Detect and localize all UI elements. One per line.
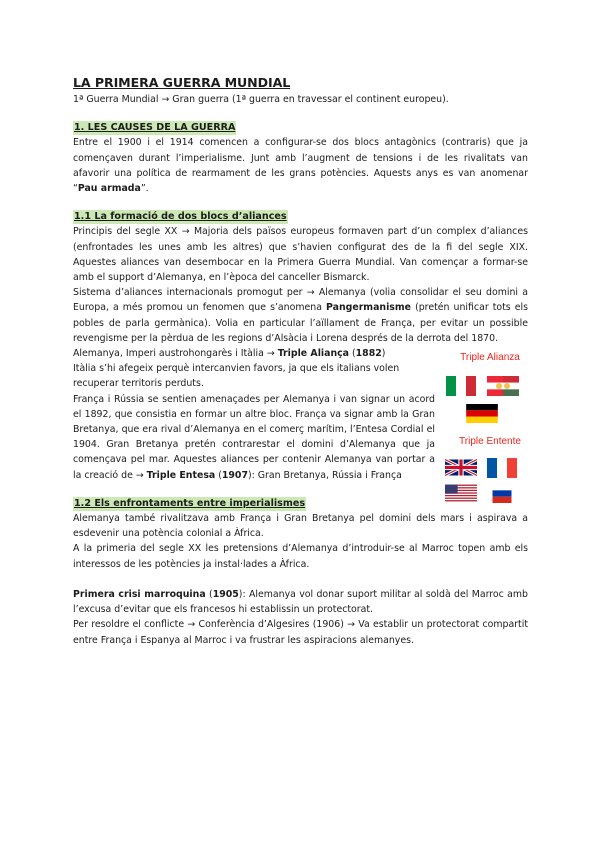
italy-flag-icon: [445, 376, 477, 396]
blocs-paragraph-1: Principis del segle XX → Majoria dels països europeus formaven part d’un complex d’aliances (enfrontades les unes amb les altres) que s’havien configurat des de la fi del segle XIX. Aquestes aliances van desembocar en la Primera Guerra Mundial. Van començar a formar-se amb el support d’Alemanya, en l’època del canceller Bismarck.: [73, 226, 528, 284]
alliances-figure: [445, 352, 535, 512]
austria-hungary-flag-icon: [487, 376, 519, 396]
imperialismes-paragraph-1: Alemanya també rivalitzava amb França i Gran Bretanya pel domini dels mars i aspirava a esdevenir una potència colonial a Àfrica.: [73, 513, 528, 540]
causes-paragraph: Entre el 1900 i el 1914 comencen a configurar-se dos blocs antagònics (contraris) que ja començaven durant l’imperialisme. Junt amb l’augment de tensions i de les rivalitats van afavorir una política de rearmament de les grans potències. Aquests anys es van anomenar “Pau armada”.: [73, 137, 528, 195]
triple-alianca-line: Alemanya, Imperi austrohongarès i Itàlia → Triple Aliança (1882): [73, 348, 386, 360]
italy-paragraph: Itàlia s’hi afegeix perquè intercanvien favors, ja que els italians volen recuperar territoris perduts.: [73, 363, 400, 390]
section-heading-imperialismes: 1.2 Els enfrontaments entre imperialismes: [74, 497, 306, 509]
triple-entente-label: Triple Entente: [459, 436, 521, 447]
usa-flag-icon: [445, 484, 477, 502]
crisi-marroquina-paragraph: Primera crisi marroquina (1905): Alemanya vol donar suport militar al soldà del Marroc amb l’excusa d’evitar que els francesos hi establissin un protectorat.: [73, 588, 528, 616]
section-heading-causes: 1. LES CAUSES DE LA GUERRA: [74, 122, 236, 134]
entente-paragraph: França i Rússia se sentien amenaçades per Alemanya i van signar un acord el 1892, que consistia en formar un altre bloc. França va signar amb la Gran Bretanya, que era rival d’Alemanya en el comerç marítim, l’Entesa Cordial el 1904. Gran Bretanya pretén contrarestar el domini d’Alemanya que ja començava pel mar. Aquestes aliances per contenir Alemanya van portar a la creació de → Triple Entesa (1907): Gran Bretanya, Rússia i França: [73, 393, 435, 481]
uk-flag-icon: [445, 458, 477, 477]
algesires-paragraph: Per resoldre el conflicte → Conferència d’Algesires (1906) → Va establir un protectorat compartit entre França i Espanya al Marroc i va frustrar les aspiracions alemanyes.: [73, 619, 528, 646]
triple-alianza-label: Triple Alianza: [460, 352, 520, 363]
france-flag-icon: [487, 458, 517, 478]
subtitle: 1ª Guerra Mundial → Gran guerra (1ª guerra en travessar el continent europeu).: [73, 94, 449, 105]
blocs-paragraph-2: Sistema d’aliances internacionals promogut per → Alemanya (volia consolidar el seu domini a Europa, a més promou un fenomen que s’anomena Pangermanisme (pretén unificar tots els pobles de parla germànica). Volia en particular l’aïllament de França, per evitar un possible revengisme per la pèrdua de les regions d’Alsàcia i Lorena després de la derrota del 1870.: [73, 287, 528, 344]
imperialismes-paragraph-2: A la primeria del segle XX les pretensions d’Alemanya d’introduir-se al Marroc topen amb els interessos de les potències ja instal·lades a Àfrica.: [73, 543, 528, 570]
section-heading-blocs: 1.1 La formació de dos blocs d’aliances: [74, 211, 287, 223]
page-title: LA PRIMERA GUERRA MUNDIAL: [73, 75, 291, 90]
germany-flag-icon: [466, 404, 498, 423]
russia-flag-icon: [487, 484, 517, 503]
